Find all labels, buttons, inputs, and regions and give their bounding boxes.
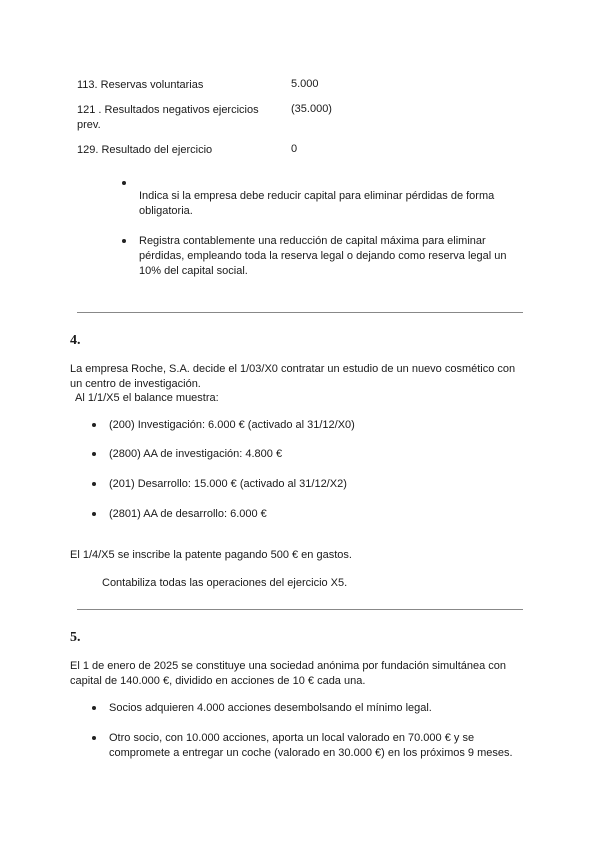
account-label-113: 113. Reservas voluntarias xyxy=(77,79,204,91)
exercise-5-number: 5. xyxy=(70,630,81,645)
balance-item: (2800) AA de investigación: 4.800 € xyxy=(109,448,283,460)
shareholder-item: Otro socio, con 10.000 acciones, aporta un local valorado en 70.000 € y se compromete a entregar un coche (valorado en 30.000 €) en los próximos 9 meses. xyxy=(109,732,513,759)
bullet-icon xyxy=(92,482,96,486)
bullet-icon xyxy=(92,512,96,516)
account-label-129: 129. Resultado del ejercicio xyxy=(77,144,213,156)
balance-item: (200) Investigación: 6.000 € (activado al 31/12/X0) xyxy=(109,419,355,431)
section-divider xyxy=(77,609,523,610)
balance-item: (201) Desarrollo: 15.000 € (activado al 31/12/X2) xyxy=(109,478,347,490)
exercise-4-balance-intro: Al 1/1/X5 el balance muestra: xyxy=(75,392,219,404)
bullet-icon xyxy=(92,423,96,427)
exercise-4-intro: La empresa Roche, S.A. decide el 1/03/X0 contratar un estudio de un nuevo cosmético con un centro de investigación. xyxy=(70,363,516,390)
patent-line: El 1/4/X5 se inscribe la patente pagando 500 € en gastos. xyxy=(70,549,352,561)
account-value-121: (35.000) xyxy=(291,103,332,115)
account-label-121: 121 . Resultados negativos ejercicios prev. xyxy=(77,104,259,131)
exercise-4-number: 4. xyxy=(70,333,81,348)
shareholder-item: Socios adquieren 4.000 acciones desembolsando el mínimo legal. xyxy=(109,702,432,714)
section-divider xyxy=(77,312,523,313)
bullet-icon xyxy=(92,706,96,710)
bullet-icon xyxy=(92,736,96,740)
task-bullet-2: Registra contablemente una reducción de capital máxima para eliminar pérdidas, empleando toda la reserva legal o dejando como reserva legal un 10% del capital social. xyxy=(139,235,507,277)
exercise-5-intro: El 1 de enero de 2025 se constituye una sociedad anónima por fundación simultánea con capital de 140.000 €, dividido en acciones de 10 € cada una. xyxy=(70,660,507,687)
account-value-113: 5.000 xyxy=(291,78,319,90)
balance-item: (2801) AA de desarrollo: 6.000 € xyxy=(109,508,267,520)
bullet-icon xyxy=(92,452,96,456)
bullet-icon xyxy=(122,239,126,243)
account-value-129: 0 xyxy=(291,143,298,155)
bullet-icon xyxy=(122,181,126,185)
exercise-4-task: Contabiliza todas las operaciones del ejercicio X5. xyxy=(102,577,348,589)
task-bullet-1: Indica si la empresa debe reducir capital para eliminar pérdidas de forma obligatoria. xyxy=(139,190,495,217)
